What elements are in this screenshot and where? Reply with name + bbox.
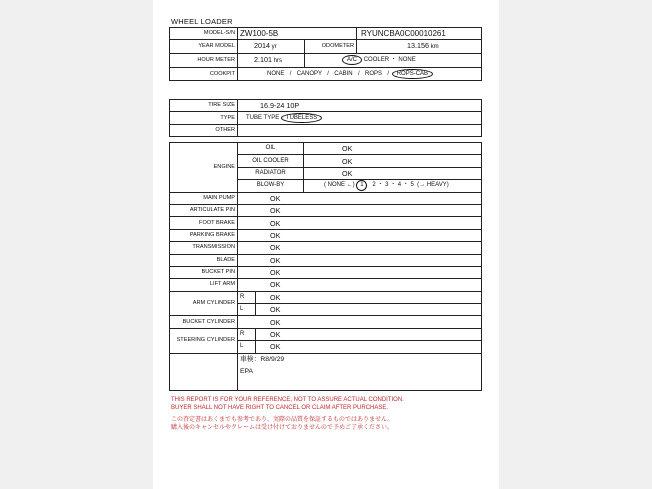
model-value: ZW100-5B (238, 28, 357, 40)
header-table (169, 27, 482, 81)
odometer-unit: km (430, 44, 439, 51)
separator: ・ (402, 182, 409, 189)
engine-label: ENGINE (170, 143, 238, 193)
tire-other-row (170, 124, 482, 136)
odometer-cell (357, 40, 482, 54)
inspection-row-value: OK (238, 279, 482, 291)
cockpit-canopy: CANOPY (296, 70, 322, 77)
ac-options: COOLER ・ NONE (363, 57, 416, 64)
inspection-row-label: ARTICULATE PIN (170, 204, 238, 216)
r-label: R (238, 328, 256, 340)
inspection-row-value: OK (238, 242, 482, 254)
inspection-row-value: OK (238, 229, 482, 241)
inspection-row-value: OK (238, 204, 482, 216)
oil-cooler-label: OIL COOLER (238, 155, 304, 167)
cockpit-options (238, 68, 482, 80)
oil-cooler-value: OK (304, 155, 482, 167)
inspection-row-value: OK (238, 266, 482, 278)
inspection-row (170, 192, 482, 204)
remarks-line-2: EPA (240, 367, 254, 375)
separator: / (327, 70, 329, 77)
oil-label: OIL (238, 143, 304, 155)
serial-value: RYUNCBA0C00010261 (357, 28, 482, 40)
tire-size-row (170, 100, 482, 112)
remarks-line-1: 車検：R8/9/29 (240, 355, 285, 363)
inspection-row-label: MAIN PUMP (170, 192, 238, 204)
cockpit-row (170, 68, 482, 80)
inspection-row-label: FOOT BRAKE (170, 217, 238, 229)
inspection-row (170, 229, 482, 241)
inspection-row-value: OK (238, 217, 482, 229)
hour-unit: hrs (273, 58, 283, 65)
inspection-row (170, 217, 482, 229)
tire-other-label: OTHER (170, 124, 238, 136)
cockpit-selected-oval: ROPS-CAB (392, 69, 433, 79)
notice-line-4: 購入後のキャンセルやクレームは受け付けておりませんので予めご了承ください。 (171, 425, 394, 431)
blowby-heavy: (→ HEAVY) (417, 182, 449, 189)
year-cell (238, 40, 305, 54)
steering-cylinder-r-row (170, 328, 482, 340)
blowby-label: BLOW-BY (238, 180, 304, 192)
separator: / (289, 70, 292, 77)
tire-size-label: TIRE SIZE (170, 100, 238, 112)
l-label: L (238, 304, 256, 316)
odometer-value: 13.156 (407, 41, 429, 51)
steering-cylinder-l-value: OK (256, 341, 482, 353)
radiator-value: OK (304, 167, 482, 179)
odometer-label: ODOMETER (305, 40, 357, 54)
cockpit-rops: ROPS (365, 70, 383, 77)
bucket-cylinder-value: OK (238, 316, 482, 328)
arm-cylinder-r-value: OK (256, 291, 482, 303)
blowby-2: 2 (372, 182, 376, 189)
inspection-row (170, 254, 482, 266)
model-label: MODEL-S/N (170, 28, 238, 40)
hour-value: 2.101 (254, 55, 272, 65)
inspection-row (170, 266, 482, 278)
separator: / (357, 70, 360, 77)
hour-row (170, 54, 482, 68)
radiator-label: RADIATOR (238, 167, 304, 179)
engine-oil-row (170, 143, 482, 155)
steering-cylinder-label: STEERING CYLINDER (170, 328, 238, 353)
inspection-row-label: PARKING BRAKE (170, 229, 238, 241)
remarks-label-empty (170, 353, 238, 390)
remarks-cell (238, 353, 482, 390)
tire-table (169, 99, 482, 137)
year-label: YEAR MODEL (170, 40, 238, 54)
tire-type-row (170, 112, 482, 124)
bucket-cylinder-row (170, 316, 482, 328)
tire-type-tube: TUBE TYPE (246, 114, 280, 121)
inspection-rows (170, 192, 482, 291)
bucket-cylinder-label: BUCKET CYLINDER (170, 316, 238, 328)
notice-line-3: この査定書はあくまでも参考であり、実際の品質を保証するものではありません。 (171, 417, 394, 423)
hour-cell (238, 54, 305, 68)
arm-cylinder-r-row (170, 291, 482, 303)
arm-cylinder-l-value: OK (256, 304, 482, 316)
remarks-row (170, 353, 482, 390)
tire-size-value: 16.9-24 10P (238, 100, 482, 112)
separator: ・ (390, 182, 397, 189)
blowby-5: 5 (410, 182, 414, 189)
inspection-row-label: BUCKET PIN (170, 266, 238, 278)
inspection-table (169, 142, 482, 391)
inspection-row-value: OK (238, 192, 482, 204)
model-row (170, 28, 482, 40)
cockpit-cabin: CABIN (334, 70, 353, 77)
blowby-scale (304, 180, 482, 192)
tire-type-selected-oval: TUBELESS (281, 113, 322, 123)
year-row (170, 40, 482, 54)
report-title: WHEEL LOADER (171, 17, 233, 26)
inspection-row-label: BLADE (170, 254, 238, 266)
r-label: R (238, 291, 256, 303)
year-value: 2014 (254, 41, 270, 51)
blowby-none: ( NONE ←) (324, 182, 355, 189)
inspection-row-label: TRANSMISSION (170, 242, 238, 254)
ac-selected-oval: A/C (342, 55, 362, 65)
separator: / (387, 70, 390, 77)
tire-type-label: TYPE (170, 112, 238, 124)
hour-label: HOUR METER (170, 54, 238, 68)
notice-line-2: BUYER SHALL NOT HAVE RIGHT TO CANCEL OR CLAIM AFTER PURCHASE. (171, 405, 389, 411)
blowby-selected-circle: 1 (356, 180, 367, 191)
year-unit: yr (271, 44, 277, 51)
cockpit-label: COOKPIT (170, 68, 238, 80)
blowby-4: 4 (397, 182, 402, 189)
arm-cylinder-label: ARM CYLINDER (170, 291, 238, 316)
ac-cell (305, 54, 482, 68)
inspection-row (170, 279, 482, 291)
inspection-row (170, 204, 482, 216)
cockpit-none: NONE (267, 70, 285, 77)
inspection-row (170, 242, 482, 254)
notice-line-1: THIS REPORT IS FOR YOUR REFERENCE, NOT TO ASSURE ACTUAL CONDITION. (171, 397, 404, 403)
separator: ・ (377, 182, 384, 189)
oil-value: OK (304, 143, 482, 155)
tire-other-value (238, 124, 482, 136)
l-label: L (238, 341, 256, 353)
blowby-3: 3 (385, 182, 389, 189)
steering-cylinder-r-value: OK (256, 328, 482, 340)
tire-type-cell (238, 112, 482, 124)
inspection-row-label: LIFT ARM (170, 279, 238, 291)
inspection-row-value: OK (238, 254, 482, 266)
